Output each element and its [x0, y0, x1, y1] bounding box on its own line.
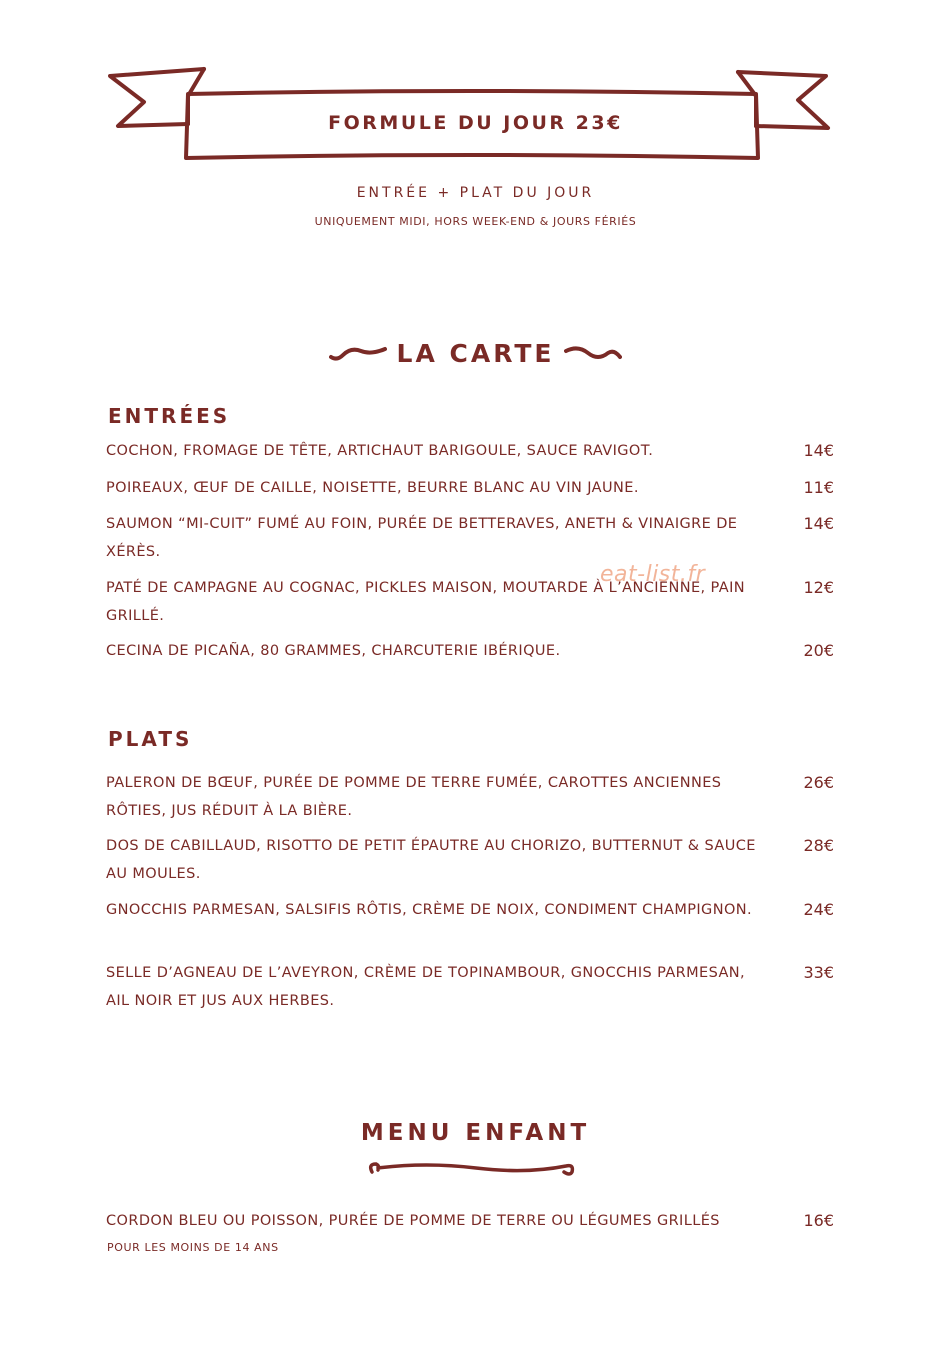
- formule-title: FORMULE DU JOUR 23€: [328, 112, 623, 134]
- swash-left-icon: [329, 343, 387, 363]
- la-carte-heading: [0, 336, 951, 370]
- plat-item: [106, 896, 834, 924]
- item-price: 11€: [803, 478, 834, 497]
- item-description: SELLE D’AGNEAU DE L’AVEYRON, CRÈME DE TOPINAMBOUR, GNOCCHIS PARMESAN, AIL NOIR ET JUS AUX HERBES.: [106, 965, 746, 1009]
- enfant-note: POUR LES MOINS DE 14 ANS: [107, 1241, 279, 1254]
- entrees-heading: ENTRÉES: [108, 404, 231, 428]
- entree-item: [106, 574, 834, 630]
- flourish-icon: [366, 1158, 576, 1182]
- watermark-text: eat-list.fr: [600, 562, 706, 587]
- enfant-item: [106, 1207, 834, 1235]
- menu-enfant-title: MENU ENFANT: [360, 1120, 591, 1146]
- la-carte-title: LA CARTE: [396, 338, 555, 368]
- plat-item: [106, 769, 834, 825]
- item-price: 14€: [803, 441, 834, 460]
- formule-subtitle: ENTRÉE + PLAT DU JOUR: [356, 185, 595, 201]
- item-price: 12€: [803, 578, 834, 597]
- plat-item: [106, 832, 834, 888]
- item-price: 16€: [803, 1211, 834, 1230]
- item-description: PALERON DE BŒUF, PURÉE DE POMME DE TERRE FUMÉE, CAROTTES ANCIENNES RÔTIES, JUS RÉDUIT À LA BIÈRE.: [106, 775, 722, 819]
- item-price: 33€: [803, 963, 834, 982]
- item-price: 24€: [803, 900, 834, 919]
- formule-note: UNIQUEMENT MIDI, HORS WEEK-END & JOURS FÉRIÉS: [314, 215, 637, 228]
- item-price: 26€: [803, 773, 834, 792]
- plats-heading: PLATS: [108, 727, 193, 751]
- item-price: 14€: [803, 514, 834, 533]
- item-price: 20€: [803, 641, 834, 660]
- plat-item: [106, 959, 834, 1015]
- item-description: POIREAUX, ŒUF DE CAILLE, NOISETTE, BEURRE BLANC AU VIN JAUNE.: [106, 480, 639, 496]
- swash-right-icon: [564, 343, 622, 363]
- item-price: 28€: [803, 836, 834, 855]
- item-description: CECINA DE PICAÑA, 80 GRAMMES, CHARCUTERIE IBÉRIQUE.: [106, 643, 561, 659]
- item-description: SAUMON “MI-CUIT” FUMÉ AU FOIN, PURÉE DE BETTERAVES, ANETH & VINAIGRE DE XÉRÈS.: [106, 516, 738, 560]
- item-description: GNOCCHIS PARMESAN, SALSIFIS RÔTIS, CRÈME DE NOIX, CONDIMENT CHAMPIGNON.: [106, 902, 753, 918]
- entree-item: [106, 474, 834, 502]
- entree-item: [106, 437, 834, 465]
- item-description: DOS DE CABILLAUD, RISOTTO DE PETIT ÉPAUTRE AU CHORIZO, BUTTERNUT & SAUCE AU MOULES.: [106, 838, 756, 882]
- entree-item: [106, 510, 834, 566]
- item-description: COCHON, FROMAGE DE TÊTE, ARTICHAUT BARIGOULE, SAUCE RAVIGOT.: [106, 443, 654, 459]
- item-description: CORDON BLEU OU POISSON, PURÉE DE POMME DE TERRE OU LÉGUMES GRILLÉS: [106, 1213, 720, 1229]
- item-description: PATÉ DE CAMPAGNE AU COGNAC, PICKLES MAISON, MOUTARDE À L’ANCIENNE, PAIN GRILLÉ.: [106, 580, 745, 624]
- entree-item: [106, 637, 834, 665]
